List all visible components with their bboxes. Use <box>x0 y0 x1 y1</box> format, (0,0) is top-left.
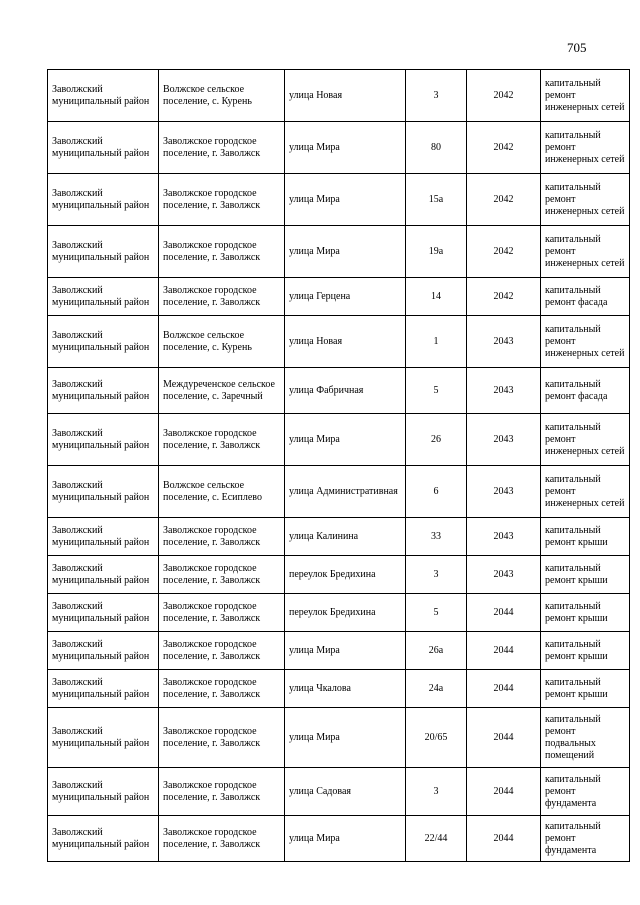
table-row <box>48 632 630 670</box>
street-cell: улица Новая <box>285 316 406 368</box>
work-type-cell: капитальный ремонт крыши <box>541 518 630 556</box>
year-cell: 2043 <box>467 414 541 466</box>
settlement-cell: Волжское сельское поселение, с. Курень <box>159 316 285 368</box>
house-number-cell: 5 <box>406 594 467 632</box>
settlement-cell: Заволжское городское поселение, г. Заволжск <box>159 226 285 278</box>
table-row <box>48 768 630 816</box>
house-number-cell: 1 <box>406 316 467 368</box>
settlement-cell: Заволжское городское поселение, г. Заволжск <box>159 414 285 466</box>
district-cell: Заволжский муниципальный район <box>48 632 159 670</box>
street-cell: улица Новая <box>285 70 406 122</box>
table-row <box>48 556 630 594</box>
street-cell: улица Административная <box>285 466 406 518</box>
district-cell: Заволжский муниципальный район <box>48 368 159 414</box>
year-cell: 2042 <box>467 70 541 122</box>
district-cell: Заволжский муниципальный район <box>48 518 159 556</box>
year-cell: 2044 <box>467 816 541 862</box>
district-cell: Заволжский муниципальный район <box>48 316 159 368</box>
house-number-cell: 3 <box>406 768 467 816</box>
table-row <box>48 466 630 518</box>
table-row <box>48 226 630 278</box>
table-row <box>48 594 630 632</box>
street-cell: улица Мира <box>285 226 406 278</box>
district-cell: Заволжский муниципальный район <box>48 122 159 174</box>
settlement-cell: Заволжское городское поселение, г. Заволжск <box>159 122 285 174</box>
table-row <box>48 518 630 556</box>
table-row <box>48 414 630 466</box>
year-cell: 2044 <box>467 670 541 708</box>
table-row <box>48 670 630 708</box>
page-number: 705 <box>567 40 587 55</box>
district-cell: Заволжский муниципальный район <box>48 414 159 466</box>
house-number-cell: 80 <box>406 122 467 174</box>
work-type-cell: капитальный ремонт инженерных сетей <box>541 316 630 368</box>
work-type-cell: капитальный ремонт инженерных сетей <box>541 122 630 174</box>
work-type-cell: капитальный ремонт крыши <box>541 594 630 632</box>
street-cell: улица Мира <box>285 414 406 466</box>
street-cell: улица Чкалова <box>285 670 406 708</box>
district-cell: Заволжский муниципальный район <box>48 768 159 816</box>
work-type-cell: капитальный ремонт фасада <box>541 278 630 316</box>
year-cell: 2043 <box>467 466 541 518</box>
district-cell: Заволжский муниципальный район <box>48 670 159 708</box>
district-cell: Заволжский муниципальный район <box>48 278 159 316</box>
settlement-cell: Заволжское городское поселение, г. Заволжск <box>159 768 285 816</box>
work-type-cell: капитальный ремонт инженерных сетей <box>541 414 630 466</box>
year-cell: 2043 <box>467 368 541 414</box>
work-type-cell: капитальный ремонт фундамента <box>541 768 630 816</box>
street-cell: улица Калинина <box>285 518 406 556</box>
house-number-cell: 20/65 <box>406 708 467 768</box>
house-number-cell: 15а <box>406 174 467 226</box>
year-cell: 2043 <box>467 316 541 368</box>
street-cell: улица Мира <box>285 632 406 670</box>
house-number-cell: 14 <box>406 278 467 316</box>
work-type-cell: капитальный ремонт инженерных сетей <box>541 70 630 122</box>
house-number-cell: 3 <box>406 556 467 594</box>
table-row <box>48 70 630 122</box>
year-cell: 2044 <box>467 594 541 632</box>
year-cell: 2043 <box>467 556 541 594</box>
house-number-cell: 6 <box>406 466 467 518</box>
house-number-cell: 26 <box>406 414 467 466</box>
table-row <box>48 708 630 768</box>
house-number-cell: 5 <box>406 368 467 414</box>
district-cell: Заволжский муниципальный район <box>48 226 159 278</box>
settlement-cell: Заволжское городское поселение, г. Заволжск <box>159 174 285 226</box>
district-cell: Заволжский муниципальный район <box>48 816 159 862</box>
work-type-cell: капитальный ремонт подвальных помещений <box>541 708 630 768</box>
work-type-cell: капитальный ремонт фундамента <box>541 816 630 862</box>
year-cell: 2042 <box>467 122 541 174</box>
settlement-cell: Заволжское городское поселение, г. Заволжск <box>159 632 285 670</box>
work-type-cell: капитальный ремонт инженерных сетей <box>541 466 630 518</box>
street-cell: улица Мира <box>285 174 406 226</box>
table-body <box>48 70 630 862</box>
house-number-cell: 3 <box>406 70 467 122</box>
work-type-cell: капитальный ремонт инженерных сетей <box>541 174 630 226</box>
district-cell: Заволжский муниципальный район <box>48 556 159 594</box>
street-cell: улица Герцена <box>285 278 406 316</box>
work-type-cell: капитальный ремонт крыши <box>541 556 630 594</box>
table-row <box>48 316 630 368</box>
settlement-cell: Волжское сельское поселение, с. Курень <box>159 70 285 122</box>
settlement-cell: Заволжское городское поселение, г. Заволжск <box>159 670 285 708</box>
settlement-cell: Заволжское городское поселение, г. Заволжск <box>159 594 285 632</box>
work-type-cell: капитальный ремонт фасада <box>541 368 630 414</box>
house-number-cell: 26а <box>406 632 467 670</box>
year-cell: 2044 <box>467 632 541 670</box>
settlement-cell: Заволжское городское поселение, г. Заволжск <box>159 278 285 316</box>
table-row <box>48 174 630 226</box>
street-cell: улица Мира <box>285 122 406 174</box>
district-cell: Заволжский муниципальный район <box>48 174 159 226</box>
year-cell: 2043 <box>467 518 541 556</box>
table-row <box>48 368 630 414</box>
street-cell: переулок Бредихина <box>285 594 406 632</box>
settlement-cell: Волжское сельское поселение, с. Есиплево <box>159 466 285 518</box>
year-cell: 2042 <box>467 174 541 226</box>
house-number-cell: 33 <box>406 518 467 556</box>
settlement-cell: Заволжское городское поселение, г. Заволжск <box>159 816 285 862</box>
settlement-cell: Заволжское городское поселение, г. Заволжск <box>159 518 285 556</box>
street-cell: улица Фабричная <box>285 368 406 414</box>
year-cell: 2042 <box>467 226 541 278</box>
year-cell: 2042 <box>467 278 541 316</box>
table-row <box>48 278 630 316</box>
work-type-cell: капитальный ремонт крыши <box>541 670 630 708</box>
street-cell: улица Садовая <box>285 768 406 816</box>
table-row <box>48 122 630 174</box>
street-cell: улица Мира <box>285 816 406 862</box>
house-number-cell: 19а <box>406 226 467 278</box>
year-cell: 2044 <box>467 708 541 768</box>
settlement-cell: Заволжское городское поселение, г. Заволжск <box>159 708 285 768</box>
year-cell: 2044 <box>467 768 541 816</box>
street-cell: переулок Бредихина <box>285 556 406 594</box>
district-cell: Заволжский муниципальный район <box>48 594 159 632</box>
district-cell: Заволжский муниципальный район <box>48 708 159 768</box>
house-number-cell: 24а <box>406 670 467 708</box>
settlement-cell: Междуреченское сельское поселение, с. Заречный <box>159 368 285 414</box>
house-number-cell: 22/44 <box>406 816 467 862</box>
street-cell: улица Мира <box>285 708 406 768</box>
work-type-cell: капитальный ремонт инженерных сетей <box>541 226 630 278</box>
work-type-cell: капитальный ремонт крыши <box>541 632 630 670</box>
table-row <box>48 816 630 862</box>
district-cell: Заволжский муниципальный район <box>48 70 159 122</box>
settlement-cell: Заволжское городское поселение, г. Заволжск <box>159 556 285 594</box>
district-cell: Заволжский муниципальный район <box>48 466 159 518</box>
repair-schedule-table <box>47 69 630 862</box>
